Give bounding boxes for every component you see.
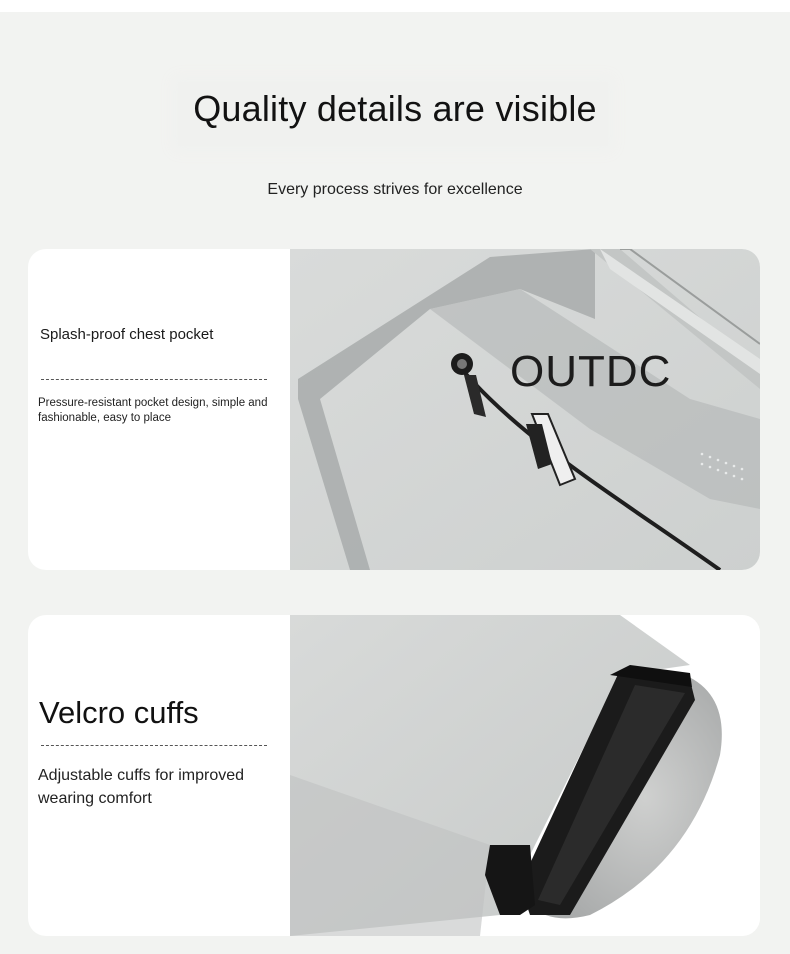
divider (41, 379, 267, 380)
velcro-cuff-photo (290, 615, 760, 936)
divider (41, 745, 267, 746)
feature-title: Splash-proof chest pocket (40, 326, 214, 343)
feature-card-chest-pocket (28, 249, 760, 570)
feature-description: Adjustable cuffs for improved wearing comfort (38, 767, 245, 807)
feature-text-panel (28, 615, 290, 936)
feature-description: Pressure-resistant pocket design, simple and fashionable, easy to place (38, 397, 268, 424)
page-title: Quality details are visible (193, 88, 597, 129)
page-subtitle: Every process strives for excellence (267, 181, 523, 198)
top-strip (0, 0, 790, 12)
velcro-cuff-illustration (290, 615, 760, 936)
chest-pocket-photo (290, 249, 760, 570)
brand-label: OUTDC (510, 347, 672, 396)
feature-title: Velcro cuffs (39, 695, 199, 730)
chest-pocket-illustration (290, 249, 760, 570)
feature-card-velcro-cuffs (28, 615, 760, 936)
feature-text-panel (28, 249, 290, 570)
